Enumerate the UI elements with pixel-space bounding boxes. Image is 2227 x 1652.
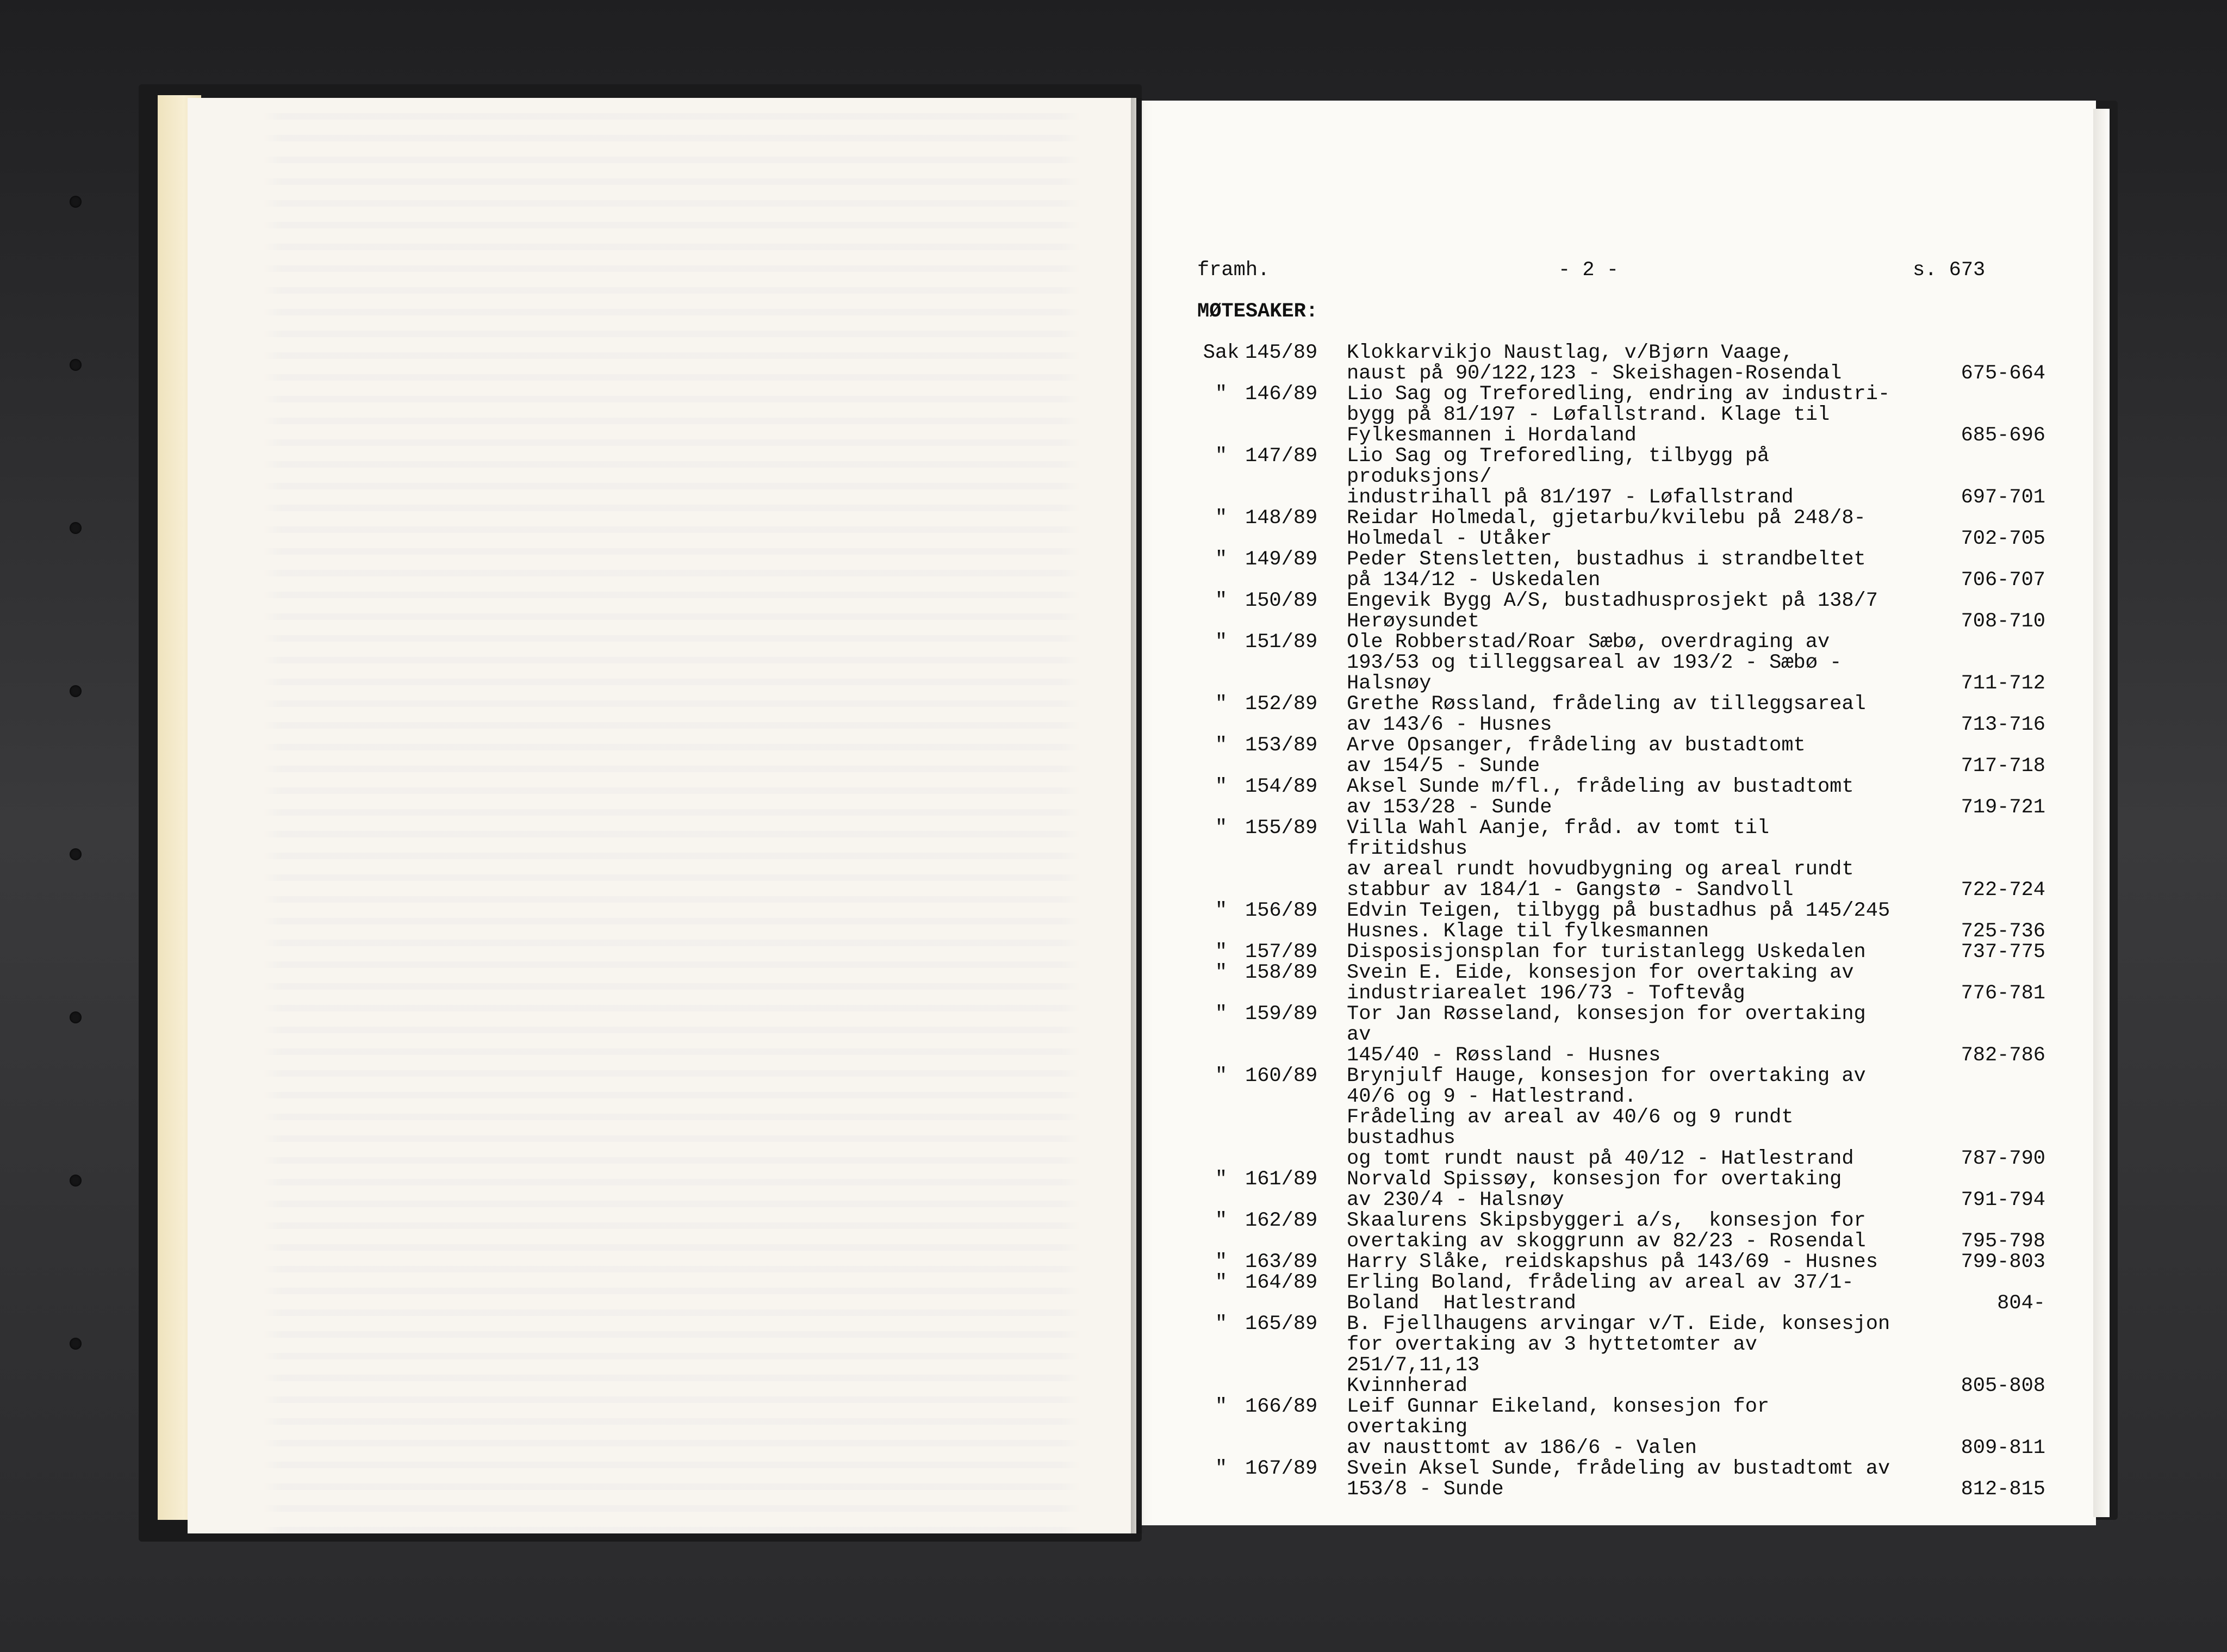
case-page-range: 799-803	[1961, 1251, 2045, 1274]
case-id: 159/89	[1245, 1003, 1318, 1026]
case-prefix: "	[1215, 631, 1228, 654]
binding-hole	[70, 1011, 82, 1023]
case-page-range: 809-811	[1961, 1437, 2045, 1460]
case-description: Disposisjonsplan for turistanlegg Uskedalen	[1347, 941, 1866, 964]
case-prefix: "	[1215, 1065, 1228, 1088]
case-description: Edvin Teigen, tilbygg på bustadhus på 145/245 Husnes. Klage til fylkesmannen	[1347, 899, 1890, 943]
case-prefix: "	[1215, 507, 1228, 530]
case-row	[1197, 384, 2045, 446]
case-page-range: 791-794	[1961, 1189, 2045, 1212]
case-number	[1197, 446, 1344, 467]
case-prefix: "	[1215, 1457, 1228, 1480]
case-prefix: "	[1215, 817, 1228, 840]
case-row	[1197, 818, 2045, 900]
case-description: Svein E. Eide, konsesjon for overtaking av industriarealet 196/73 - Toftevåg	[1347, 961, 1854, 1005]
case-description: Harry Slåke, reidskapshus på 143/69 - Husnes	[1347, 1251, 1878, 1274]
case-page-range: 675-664	[1961, 362, 2045, 385]
case-page-range: 812-815	[1961, 1478, 2045, 1501]
case-description: Klokkarvikjo Naustlag, v/Bjørn Vaage, naust på 90/122,123 - Skeishagen-Rosendal	[1347, 341, 1842, 385]
case-prefix: Sak	[1203, 341, 1240, 364]
case-row	[1197, 777, 2045, 818]
case-description: Lio Sag og Treforedling, endring av industri- bygg på 81/197 - Løfallstrand. Klage til Fylkesmannen i Hordaland	[1347, 383, 1890, 447]
case-id: 149/89	[1245, 548, 1318, 571]
case-page-range: 706-707	[1961, 569, 2045, 592]
case-page-range: 708-710	[1961, 610, 2045, 633]
case-row	[1197, 735, 2045, 777]
case-row	[1197, 1252, 2045, 1272]
case-number	[1197, 962, 1344, 983]
case-page-range: 737-775	[1961, 941, 2045, 964]
case-description: Erling Boland, frådeling av areal av 37/1- Boland Hatlestrand	[1347, 1271, 1854, 1315]
case-prefix: "	[1215, 1003, 1228, 1026]
case-prefix: "	[1215, 445, 1228, 468]
case-prefix: "	[1215, 961, 1228, 984]
case-row	[1197, 591, 2045, 632]
binding-hole	[70, 196, 82, 208]
case-description: Peder Stensletten, bustadhus i strandbeltet på 134/12 - Uskedalen	[1347, 548, 1866, 592]
binding-hole	[70, 685, 82, 697]
case-prefix: "	[1215, 941, 1228, 964]
case-id: 164/89	[1245, 1271, 1318, 1294]
case-id: 153/89	[1245, 734, 1318, 757]
case-page-range: 804-	[1997, 1292, 2045, 1315]
case-prefix: "	[1215, 1313, 1228, 1336]
case-description: Engevik Bygg A/S, bustadhusprosjekt på 138/7 Herøysundet	[1347, 589, 1878, 633]
case-row	[1197, 962, 2045, 1004]
case-description: Ole Robberstad/Roar Sæbø, overdraging av 193/53 og tilleggsareal av 193/2 - Sæbø - Halsnøy	[1347, 631, 1842, 695]
case-prefix: "	[1215, 1395, 1228, 1418]
case-page-range: 685-696	[1961, 424, 2045, 447]
case-row	[1197, 694, 2045, 735]
case-number	[1197, 694, 1344, 715]
case-number	[1197, 1004, 1344, 1024]
case-prefix: "	[1215, 1271, 1228, 1294]
case-row	[1197, 1396, 2045, 1458]
case-number	[1197, 1396, 1344, 1417]
case-description: Grethe Røssland, frådeling av tilleggsareal av 143/6 - Husnes	[1347, 693, 1866, 736]
book-gutter	[1131, 98, 1153, 1533]
case-number	[1197, 1210, 1344, 1231]
case-description: Brynjulf Hauge, konsesjon for overtaking av 40/6 og 9 - Hatlestrand. Frådeling av areal av 40/6 og 9 rundt bustadhus og tomt rundt naust på 40/12 - Hatlestrand	[1347, 1065, 1866, 1170]
case-number	[1197, 1314, 1344, 1334]
case-number	[1197, 900, 1344, 921]
case-page-range: 722-724	[1961, 879, 2045, 902]
case-id: 146/89	[1245, 383, 1318, 406]
case-page-range: 697-701	[1961, 486, 2045, 509]
right-page-edge	[2093, 109, 2110, 1517]
case-page-range: 787-790	[1961, 1147, 2045, 1170]
binding-hole	[70, 359, 82, 371]
case-number	[1197, 1272, 1344, 1293]
binding-hole	[70, 1338, 82, 1350]
case-number	[1197, 549, 1344, 570]
header-page-ref: s. 673	[1913, 259, 1986, 282]
case-number	[1197, 942, 1344, 962]
binding-hole	[70, 1175, 82, 1187]
case-number	[1197, 777, 1344, 797]
page-number: - 2 -	[1558, 259, 1619, 282]
case-row	[1197, 942, 2045, 962]
case-number	[1197, 1169, 1344, 1190]
case-description: Svein Aksel Sunde, frådeling av bustadtomt av 153/8 - Sunde	[1347, 1457, 1890, 1501]
case-id: 163/89	[1245, 1251, 1318, 1274]
case-page-range: 702-705	[1961, 527, 2045, 550]
case-id: 161/89	[1245, 1168, 1318, 1191]
case-number	[1197, 818, 1344, 839]
case-number	[1197, 1252, 1344, 1272]
case-page-range: 719-721	[1961, 796, 2045, 819]
case-description: Reidar Holmedal, gjetarbu/kvilebu på 248/8- Holmedal - Utåker	[1347, 507, 1866, 550]
left-page-bleedthrough	[188, 98, 1136, 1533]
case-number	[1197, 735, 1344, 756]
case-page-range: 795-798	[1961, 1230, 2045, 1253]
case-row	[1197, 343, 2045, 384]
header-continued: framh.	[1197, 259, 1270, 282]
binding-hole	[70, 848, 82, 860]
case-page-range: 717-718	[1961, 755, 2045, 778]
case-page-range: 782-786	[1961, 1044, 2045, 1067]
case-prefix: "	[1215, 1209, 1228, 1232]
case-page-range: 776-781	[1961, 982, 2045, 1005]
case-description: Skaalurens Skipsbyggeri a/s, konsesjon for overtaking av skoggrunn av 82/23 - Rosendal	[1347, 1209, 1866, 1253]
section-heading: MØTESAKER:	[1197, 300, 1318, 323]
case-id: 166/89	[1245, 1395, 1318, 1418]
case-row	[1197, 1169, 2045, 1210]
case-id: 154/89	[1245, 775, 1318, 798]
case-prefix: "	[1215, 383, 1228, 406]
case-number	[1197, 591, 1344, 611]
case-description: Villa Wahl Aanje, fråd. av tomt til fritidshus av areal rundt hovudbygning og areal rundt stabbur av 184/1 - Gangstø - Sandvoll	[1347, 817, 1854, 902]
case-number	[1197, 1066, 1344, 1086]
case-id: 156/89	[1245, 899, 1318, 922]
case-id: 167/89	[1245, 1457, 1318, 1480]
case-description: Lio Sag og Treforedling, tilbygg på produksjons/ industrihall på 81/197 - Løfallstrand	[1347, 445, 1794, 509]
case-prefix: "	[1215, 734, 1228, 757]
case-prefix: "	[1215, 899, 1228, 922]
case-row	[1197, 632, 2045, 694]
case-prefix: "	[1215, 1168, 1228, 1191]
case-row	[1197, 900, 2045, 942]
case-number	[1197, 384, 1344, 405]
case-prefix: "	[1215, 775, 1228, 798]
case-row	[1197, 1210, 2045, 1252]
case-row	[1197, 446, 2045, 508]
case-page-range: 725-736	[1961, 920, 2045, 943]
case-number	[1197, 632, 1344, 653]
case-id: 158/89	[1245, 961, 1318, 984]
case-id: 165/89	[1245, 1313, 1318, 1336]
case-number	[1197, 508, 1344, 529]
case-description: Norvald Spissøy, konsesjon for overtaking av 230/4 - Halsnøy	[1347, 1168, 1842, 1212]
case-row	[1197, 508, 2045, 549]
case-row	[1197, 1272, 2045, 1314]
case-page-range: 805-808	[1961, 1375, 2045, 1398]
case-number	[1197, 1458, 1344, 1479]
case-list	[1197, 343, 2045, 1500]
case-prefix: "	[1215, 589, 1228, 612]
case-id: 160/89	[1245, 1065, 1318, 1088]
case-row	[1197, 1066, 2045, 1169]
case-row	[1197, 1458, 2045, 1500]
case-row	[1197, 549, 2045, 591]
case-prefix: "	[1215, 1251, 1228, 1274]
case-id: 155/89	[1245, 817, 1318, 840]
case-description: Leif Gunnar Eikeland, konsesjon for overtaking av nausttomt av 186/6 - Valen	[1347, 1395, 1770, 1460]
case-row	[1197, 1314, 2045, 1396]
bleedthrough-text-shadow	[188, 98, 1136, 1533]
case-description: Tor Jan Røsseland, konsesjon for overtaking av 145/40 - Røssland - Husnes	[1347, 1003, 1866, 1067]
case-page-range: 713-716	[1961, 713, 2045, 736]
case-description: Arve Opsanger, frådeling av bustadtomt av 154/5 - Sunde	[1347, 734, 1806, 778]
case-row	[1197, 1004, 2045, 1066]
binding-hole	[70, 522, 82, 534]
case-id: 150/89	[1245, 589, 1318, 612]
case-id: 157/89	[1245, 941, 1318, 964]
case-id: 147/89	[1245, 445, 1318, 468]
case-id: 162/89	[1245, 1209, 1318, 1232]
case-page-range: 711-712	[1961, 672, 2045, 695]
case-prefix: "	[1215, 693, 1228, 716]
case-id: 145/89	[1245, 341, 1318, 364]
case-description: B. Fjellhaugens arvingar v/T. Eide, konsesjon for overtaking av 3 hyttetomter av 251/7,11,13 Kvinnherad	[1347, 1313, 1890, 1398]
case-id: 152/89	[1245, 693, 1318, 716]
case-description: Aksel Sunde m/fl., frådeling av bustadtomt av 153/28 - Sunde	[1347, 775, 1854, 819]
case-id: 151/89	[1245, 631, 1318, 654]
case-id: 148/89	[1245, 507, 1318, 530]
case-prefix: "	[1215, 548, 1228, 571]
case-number	[1197, 343, 1344, 363]
